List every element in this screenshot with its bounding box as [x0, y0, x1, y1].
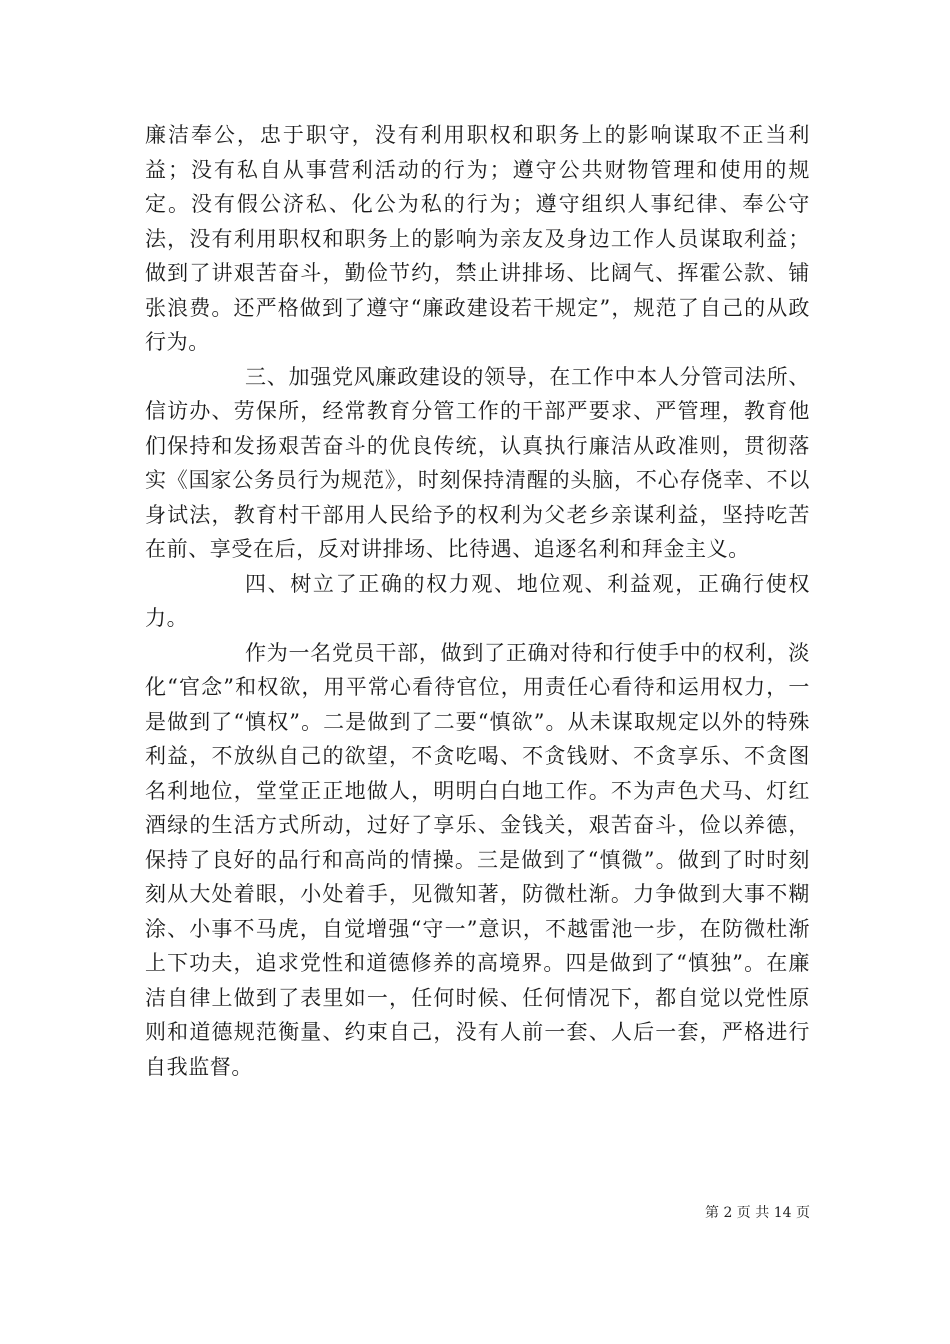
paragraph-1: 廉洁奉公，忠于职守，没有利用职权和职务上的影响谋取不正当利益；没有私自从事营利活动的行为；遵守公共财物管理和使用的规定。没有假公济私、化公为私的行为；遵守组织人事纪律、奉公守法，没有利用职权和职务上的影响为亲友及身边工作人员谋取利益；做到了讲艰苦奋斗，勤俭节约，禁止讲排场、比阔气、挥霍公款、铺张浪费。还严格做到了遵守“廉政建设若干规定”，规范了自己的从政行为。: [145, 123, 810, 354]
document-body: [145, 118, 810, 1084]
paragraph-2: 三、加强党风廉政建设的领导，在工作中本人分管司法所、信访办、劳保所，经常教育分管工作的干部严要求、严管理，教育他们保持和发扬艰苦奋斗的优良传统，认真执行廉洁从政准则，贯彻落实《国家公务员行为规范》，时刻保持清醒的头脑，不心存侥幸、不以身试法，教育村干部用人民给予的权利为父老乡亲谋利益，坚持吃苦在前、享受在后，反对讲排场、比待遇、追逐名利和拜金主义。: [145, 364, 810, 561]
paragraph-4: 作为一名党员干部，做到了正确对待和行使手中的权利，淡化“官念”和权欲，用平常心看待官位，用责任心看待和运用权力，一是做到了“慎权”。二是做到了二要“慎欲”。从未谋取规定以外的特殊利益，不放纵自己的欲望，不贪吃喝、不贪钱财、不贪享乐、不贪图名利地位，堂堂正正地做人，明明白白地工作。不为声色犬马、灯红酒绿的生活方式所动，过好了享乐、金钱关，艰苦奋斗，俭以养德，保持了良好的品行和高尚的情操。三是做到了“慎微”。做到了时时刻刻从大处着眼，小处着手，见微知著，防微杜渐。力争做到大事不糊涂、小事不马虎，自觉增强“守一”意识，不越雷池一步，在防微杜渐上下功夫，追求党性和道德修养的高境界。四是做到了“慎独”。在廉洁自律上做到了表里如一，任何时候、任何情况下，都自觉以党性原则和道德规范衡量、约束自己，没有人前一套、人后一套，严格进行自我监督。: [145, 640, 810, 1079]
page-number-footer: 第 2 页 共 14 页: [705, 1205, 810, 1221]
paragraph-3: 四、树立了正确的权力观、地位观、利益观，正确行使权力。: [145, 571, 810, 630]
